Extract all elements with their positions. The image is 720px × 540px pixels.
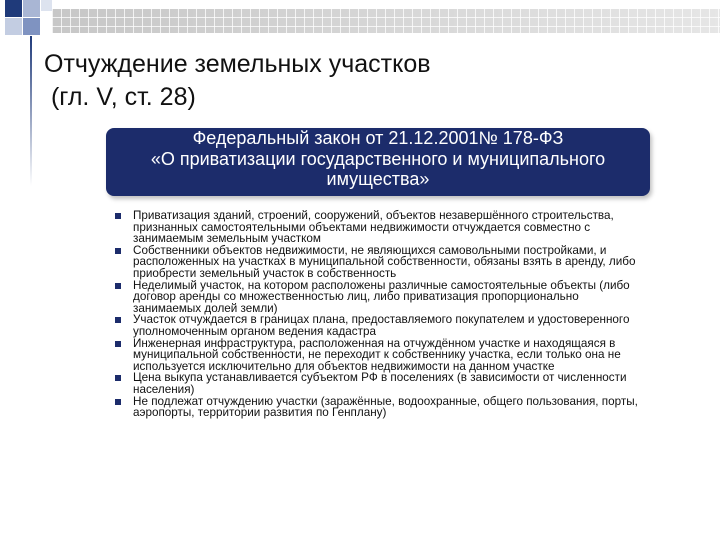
square-bullet-icon — [115, 213, 121, 219]
square-bullet-icon — [115, 283, 121, 289]
decor-vertical-line — [30, 36, 32, 186]
law-banner-line-3: имущества» — [326, 169, 430, 189]
list-item — [112, 245, 647, 280]
law-banner-line-2: «О приватизации государственного и муниципального — [150, 148, 606, 169]
decor-square-light — [23, 0, 40, 17]
law-banner-line-1: Федеральный закон от 21.12.2001№ 178-ФЗ — [192, 128, 564, 148]
square-bullet-icon — [115, 248, 121, 254]
list-item-text: Неделимый участок, на котором расположены различные самостоятельные объекты (либо договор аренды со множественностью лиц, либо приватизация пропорционально занимаемых долей земли) — [133, 278, 630, 315]
decor-square-mid — [23, 18, 40, 35]
slide-title-line-2: (гл. V, ст. 28) — [44, 83, 196, 111]
square-bullet-icon — [115, 399, 121, 405]
list-item — [112, 396, 647, 419]
list-item — [112, 338, 647, 373]
header-band-fade — [52, 9, 720, 33]
slide-title-line-1: Отчуждение земельных участков — [44, 50, 431, 78]
list-item — [112, 372, 647, 395]
decor-square-pale — [5, 18, 22, 35]
square-bullet-icon — [115, 375, 121, 381]
square-bullet-icon — [115, 317, 121, 323]
provisions-list — [112, 210, 647, 419]
list-item-text: Собственники объектов недвижимости, не являющихся самовольными постройками, и расположенных на участках в муниципальной собственности, обязаны взять в аренду, либо приобрести земельный участок в собственность — [133, 243, 636, 280]
list-item-text: Цена выкупа устанавливается субъектом РФ в поселениях (в зависимости от численности населения) — [133, 371, 627, 396]
list-item — [112, 280, 647, 315]
decor-square-dark — [5, 0, 22, 17]
list-item-text: Инженерная инфраструктура, расположенная на отчуждённом участке и находящаяся в муниципальной собственности, не переходит к собственнику участка, если только она не используется исключительно для объектов недвижимости на данном участке — [133, 336, 621, 373]
list-item-text: Приватизация зданий, строений, сооружений, объектов незавершённого строительства, признанных самостоятельными объектами недвижимости отчуждается совместно с занимаемым земельным участком — [133, 209, 614, 246]
law-banner — [106, 128, 650, 196]
slide-title — [44, 48, 684, 114]
decor-square-small — [41, 0, 52, 11]
list-item — [112, 210, 647, 245]
list-item-text: Не подлежат отчуждению участки (заражённые, водоохранные, общего пользования, порты, аэропорты, территории развития по Генплану) — [133, 394, 638, 420]
list-item-text: Участок отчуждается в границах плана, предоставляемого покупателем и удостоверенного уполномоченным органом ведения кадастра — [133, 313, 630, 338]
list-item — [112, 314, 647, 337]
square-bullet-icon — [115, 341, 121, 347]
